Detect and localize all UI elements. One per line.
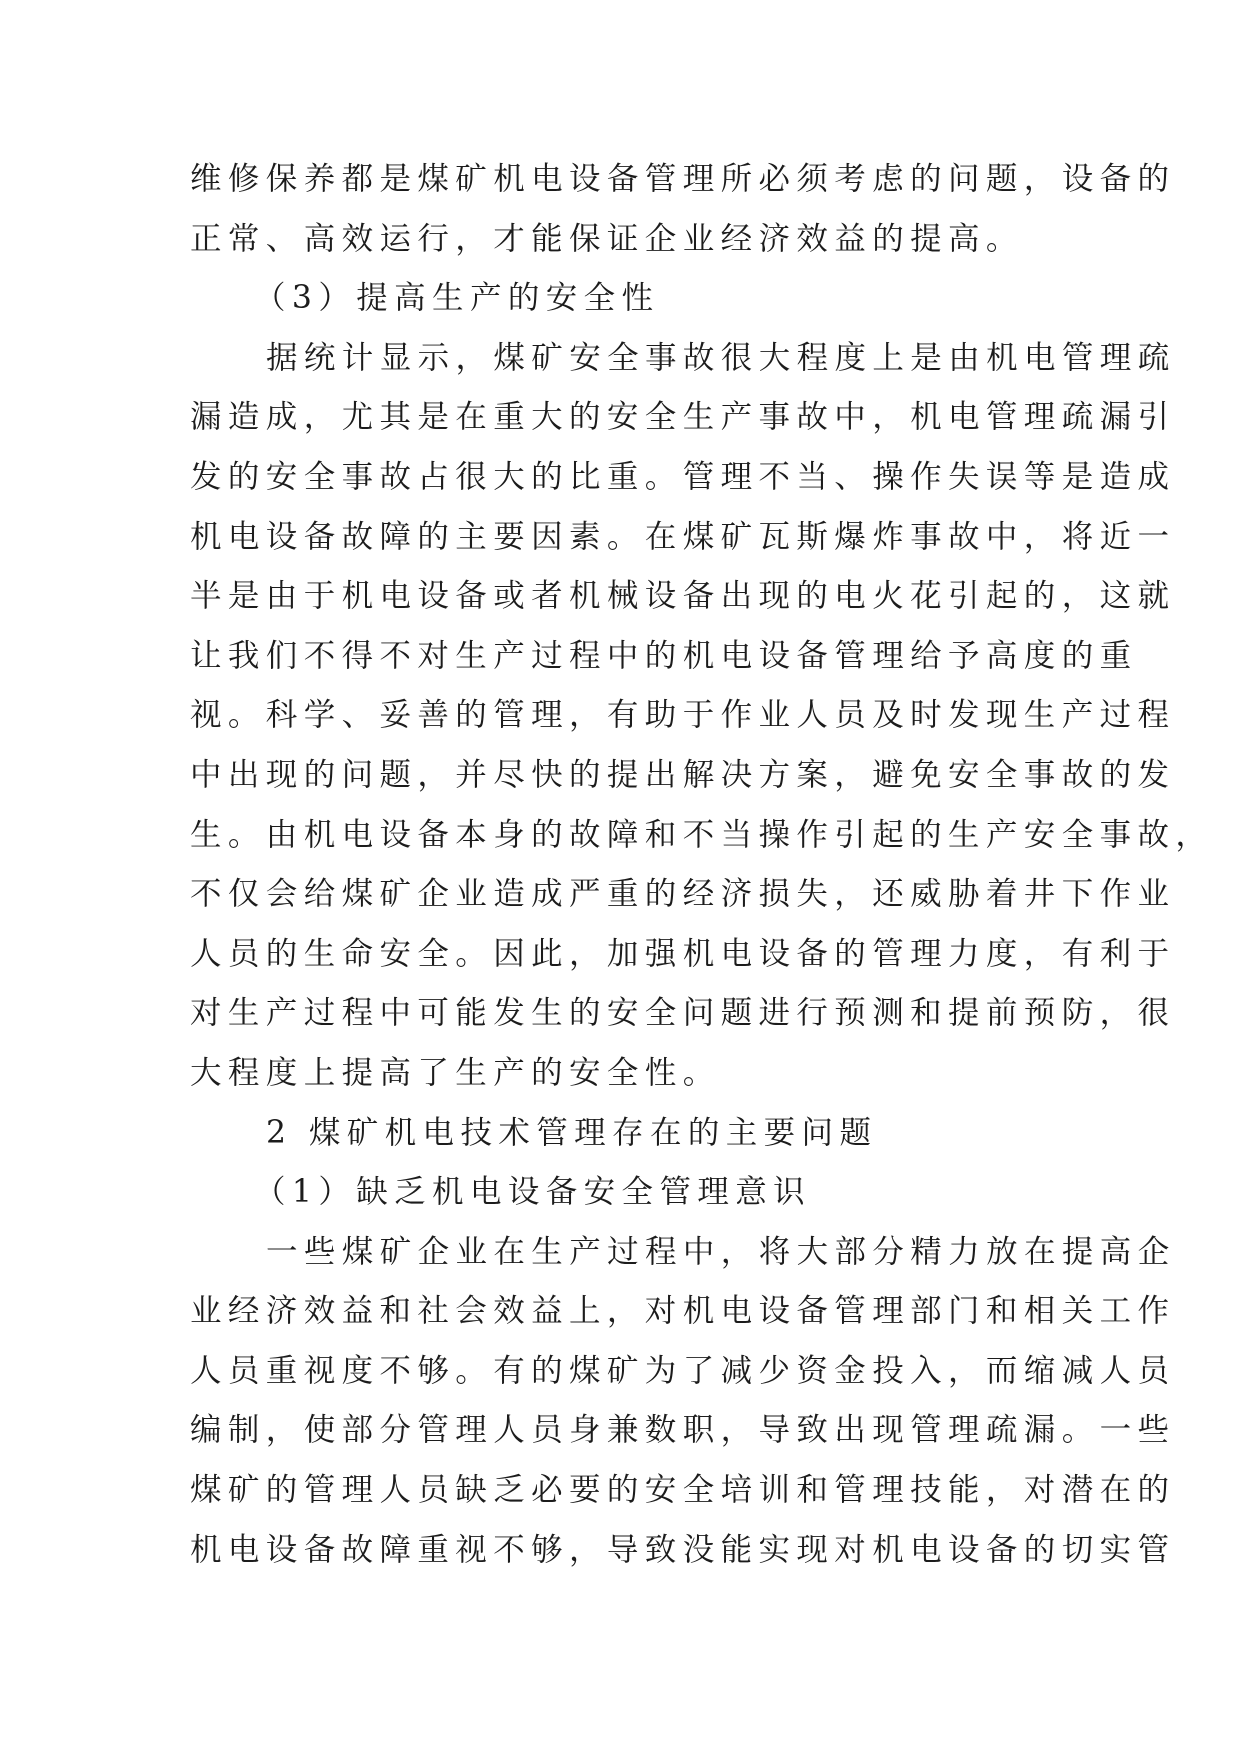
body-line: 人员的生命安全。因此，加强机电设备的管理力度，有利于 xyxy=(190,935,1176,972)
body-line: 视。科学、妥善的管理，有助于作业人员及时发现生产过程 xyxy=(190,697,1176,734)
body-line: 让我们不得不对生产过程中的机电设备管理给予高度的重 xyxy=(190,637,1138,674)
document-body xyxy=(190,150,1214,1580)
body-line: 中出现的问题，并尽快的提出解决方案，避免安全事故的发 xyxy=(190,756,1176,793)
body-line: 大程度上提高了生产的安全性。 xyxy=(190,1054,721,1091)
body-line: 正常、高效运行，才能保证企业经济效益的提高。 xyxy=(190,220,1024,257)
subsection-heading: （1）缺乏机电设备安全管理意识 xyxy=(254,1174,812,1211)
subsection-heading: （3）提高生产的安全性 xyxy=(254,280,660,317)
body-line: 业经济效益和社会效益上，对机电设备管理部门和相关工作 xyxy=(190,1293,1176,1330)
body-line: 机电设备故障重视不够，导致没能实现对机电设备的切实管 xyxy=(190,1531,1176,1568)
body-line: 人员重视度不够。有的煤矿为了减少资金投入，而缩减人员 xyxy=(190,1352,1176,1389)
body-line: 编制，使部分管理人员身兼数职，导致出现管理疏漏。一些 xyxy=(190,1412,1176,1449)
body-line: 煤矿的管理人员缺乏必要的安全培训和管理技能，对潜在的 xyxy=(190,1472,1176,1509)
body-line: 半是由于机电设备或者机械设备出现的电火花引起的，这就 xyxy=(190,578,1176,615)
body-line: 维修保养都是煤矿机电设备管理所必须考虑的问题，设备的 xyxy=(190,161,1176,197)
body-line: 对生产过程中可能发生的安全问题进行预测和提前预防，很 xyxy=(190,995,1176,1032)
body-line: 生。由机电设备本身的故障和不当操作引起的生产安全事故， xyxy=(190,816,1214,853)
body-line: 机电设备故障的主要因素。在煤矿瓦斯爆炸事故中，将近一 xyxy=(190,518,1176,555)
paragraph-first-line: 一些煤矿企业在生产过程中，将大部分精力放在提高企 xyxy=(266,1233,1176,1270)
section-heading: 2 煤矿机电技术管理存在的主要问题 xyxy=(266,1114,878,1151)
body-line: 不仅会给煤矿企业造成严重的经济损失，还威胁着井下作业 xyxy=(190,876,1176,913)
paragraph-first-line: 据统计显示，煤矿安全事故很大程度上是由机电管理疏 xyxy=(266,339,1176,376)
body-line: 发的安全事故占很大的比重。管理不当、操作失误等是造成 xyxy=(190,458,1176,495)
body-line: 漏造成，尤其是在重大的安全生产事故中，机电管理疏漏引 xyxy=(190,399,1176,436)
